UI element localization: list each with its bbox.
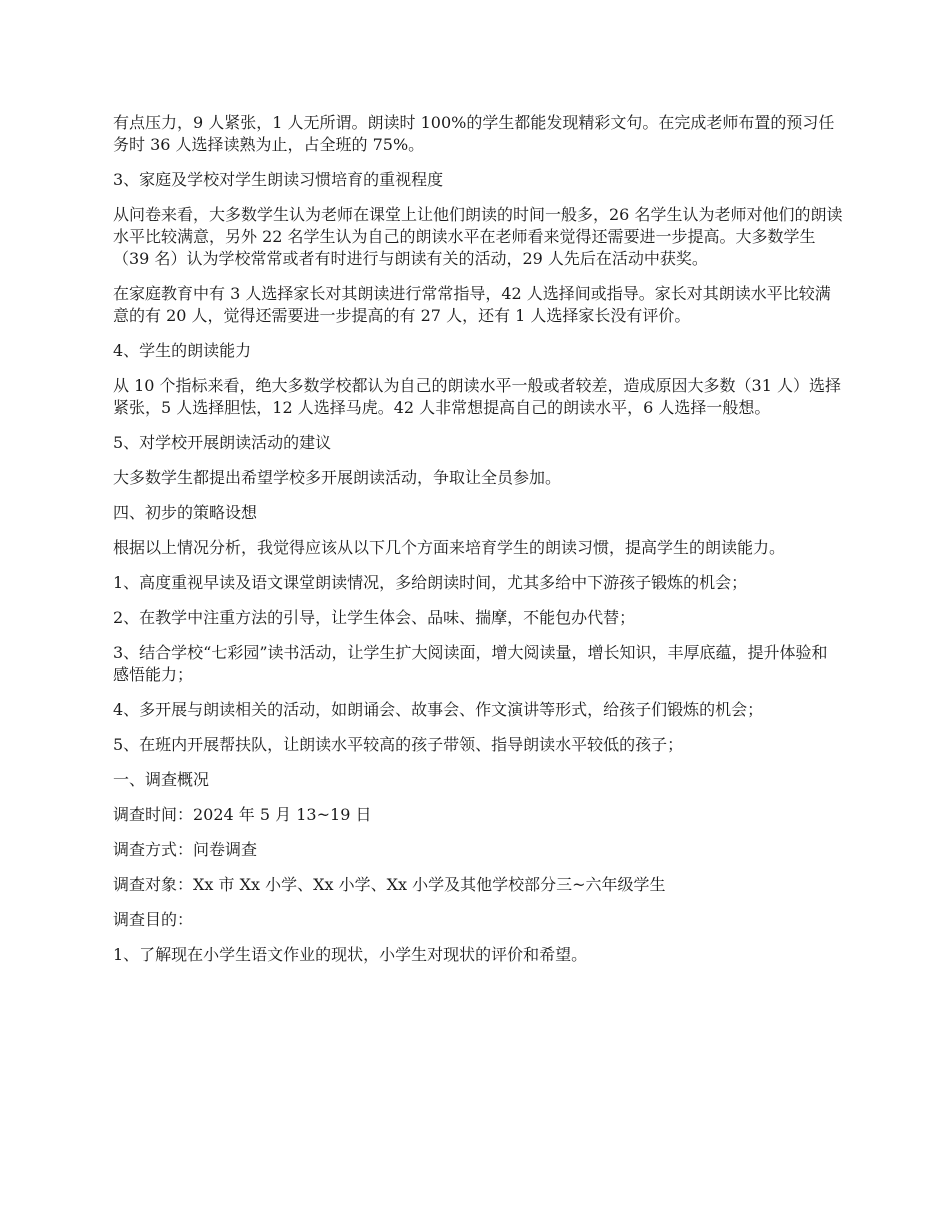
survey-purpose-1: 1、了解现在小学生语文作业的现状，小学生对现状的评价和希望。 [113,945,588,964]
list-item-strategy-3: 3、结合学校“七彩园”读书活动，让学生扩大阅读面，增大阅读量，增长知识，丰厚底蕴，提升体验和感悟能力； [113,643,828,684]
list-item-strategy-2: 2、在教学中注重方法的引导，让学生体会、品味、揣摩，不能包办代替； [113,608,636,627]
survey-subjects: 调查对象：Xx 市 Xx 小学、Xx 小学、Xx 小学及其他学校部分三~六年级学生 [113,875,666,894]
survey-time: 调查时间：2024 年 5 月 13~19 日 [113,805,372,824]
heading-survey-overview: 一、调查概况 [113,770,210,789]
paragraph-questionnaire-teacher: 从问卷来看，大多数学生认为老师在课堂上让他们朗读的时间一般多，26 名学生认为老师对他们的朗读水平比较满意，另外 22 名学生认为自己的朗读水平在老师看来觉得还需要进一步提高。大多数学生（39 名）认为学校常常或者有时进行与朗读有关的活动，29 人先后在活动中获奖。 [113,205,843,268]
heading-family-school-emphasis: 3、家庭及学校对学生朗读习惯培育的重视程度 [113,170,444,189]
paragraph-family-education: 在家庭教育中有 3 人选择家长对其朗读进行常常指导，42 人选择间或指导。家长对其朗读水平比较满意的有 20 人，觉得还需要进一步提高的有 27 人，还有 1 人选择家长没有评价。 [113,284,831,325]
document-page [113,112,843,979]
heading-reading-ability: 4、学生的朗读能力 [113,341,252,360]
survey-purpose-label: 调查目的： [113,910,194,929]
list-item-strategy-1: 1、高度重视早读及语文课堂朗读情况，多给朗读时间，尤其多给中下游孩子锻炼的机会； [113,573,748,592]
paragraph-ten-indicators: 从 10 个指标来看，绝大多数学校都认为自己的朗读水平一般或者较差，造成原因大多数（31 人）选择紧张，5 人选择胆怯，12 人选择马虎。42 人非常想提高自己的朗读水平，6 人选择一般想。 [113,376,841,417]
heading-strategy: 四、初步的策略设想 [113,503,258,522]
paragraph-strategy-intro: 根据以上情况分析，我觉得应该从以下几个方面来培育学生的朗读习惯，提高学生的朗读能力。 [113,538,786,557]
list-item-strategy-5: 5、在班内开展帮扶队，让朗读水平较高的孩子带领、指导朗读水平较低的孩子； [113,735,684,754]
survey-method: 调查方式：问卷调查 [113,840,258,859]
heading-suggestions: 5、对学校开展朗读活动的建议 [113,433,332,452]
list-item-strategy-4: 4、多开展与朗读相关的活动，如朗诵会、故事会、作文演讲等形式，给孩子们锻炼的机会； [113,700,764,719]
paragraph-pressure-results: 有点压力，9 人紧张，1 人无所谓。朗读时 100%的学生都能发现精彩文句。在完成老师布置的预习任务时 36 人选择读熟为止，占全班的 75%。 [113,113,835,154]
paragraph-suggestions: 大多数学生都提出希望学校多开展朗读活动，争取让全员参加。 [113,468,562,487]
